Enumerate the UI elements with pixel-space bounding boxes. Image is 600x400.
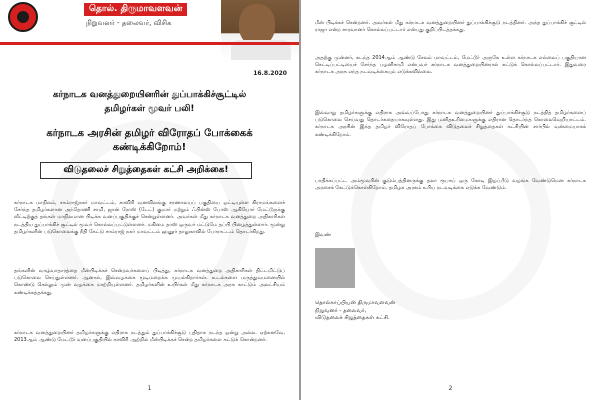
page-2: [301, 0, 600, 400]
paragraph-3: இவ்வாறு தமிழர்களுக்கு எதிராக அவ்வப்போது கர்நாடக வனத்துறையினர் துப்பாக்கிச்சூடு நடத்தித் தமிழர்களைப் படுகொலை செய்வது தொடர்கதையாகவுள்ளது. இது மனிதஉரிமைகளுக்கு எதிரான தொடர்ந்த கொலைவெறியாட்டம். கர்நாடக அரசின் இந்த தமிழர் விரோதப் போக்கை விடுதலைச் சிறுத்தைகள் கட்சியின் சார்பில் வன்மையாகக் கண்டிக்கிறோம்.: [315, 110, 586, 138]
paragraph-1: கர்நாடக மாநிலம், சாம்ராஜ்நகர் மாவட்டம், காவிரி வனவிலங்கு சரணாலயப் பகுதியை ஒட்டியுள்ள கிராமங்களைச் சேர்ந்த தமிழர்களான அந்தோணி சாமி, ஜான் ரோஸ் (டேட்) குமார் மற்றும் ஃபின்ஸ் போஸ் ஆகியோர் மேட்டூருக்கு வீட்டிற்குத் தங்கள் மாநிலமான பிடிக்க வனப்பகுதிக்குச் சென்றுள்ளனர். அவர்கள் மீது கர்நாடக வனத்துறை அதிகாரிகள் நடத்திய துப்பாக்கிச் சூட்டில் மூவர் கொல்லப்பட்டுள்ளனர். மகிமை தாஸ் ஒருவர் மட்டுமே தப்பி பிழைத்துள்ளார். மூன்று தமிழர்களின் படுகொலைக்கு நீதி கேட்டு சாம்ராஜ் நகர் மாவட்டம் ஹனூர் தாலுகாவில் போராட்டம் தொடர்கிறது.: [14, 200, 285, 235]
page-number: 2: [448, 385, 453, 392]
signatory-role-2: விடுதலைச் சிறுத்தைகள் கட்சி.: [315, 315, 390, 321]
paragraph-3: கர்நாடக வனத்துறையினர் தமிழர்களுக்கு எதிராக நடத்தும் துப்பாக்கிச்சூடு புதிதாக நடந்த ஒன்று அல்ல. ஏற்கனவே, 2013ஆம் ஆண்டு மேட்டூர் வனப்பகுதியில் காவிரி ஆற்றில் மீன்பிடிக்கச் சென்ற தமிழர்களை சுட்டுக் கொன்றனர்.: [14, 330, 285, 344]
paragraph-1: மீன் பிடிக்கச் சென்றனர். அவர்கள் மீது கர்நாடக வனத்துறையினர் துப்பாக்கிச்சூடு நடத்தினர். அந்த துப்பாக்கிச் சூட்டில் ராஜா என்ற சாரவானர் கொல்லப்பட்டார் என்பது குறிப்பிடத்தக்கது.: [315, 20, 586, 34]
party-logo-icon: [8, 2, 38, 32]
signature-image: [315, 248, 355, 288]
watermark: [351, 120, 551, 320]
headline-line-1: கர்நாடக வனத்துறையினரின் துப்பாக்கிச்சூட்டில்: [52, 90, 247, 100]
statement-label-box: விடுதலைச் சிறுத்தைகள் கட்சி அறிக்கை!: [40, 162, 252, 179]
page-1: [0, 0, 299, 400]
release-date: 16.8.2020: [253, 70, 287, 77]
signature-block: [315, 300, 395, 323]
sign-intro: இவண்: [315, 232, 332, 238]
letterhead-name: தொல். திருமாவளவன்: [84, 3, 187, 16]
paragraph-2: தங்களின் வாழ்வாதாரத்தை மீன்பிடிக்கச் சென்றவர்களைப் பிடித்து, கர்நாடக வனத்துறை அதிகாரிகள் திட்டமிட்டுப் படுகொலை செய்துள்ளனர். ஆனால், இவ்வழக்கை மூடிமறைக்க முயல்கிறார்கள். உடல்களை மருத்துவமனையில் கொண்டு செல்லும் முன் வழக்கை மாற்றியுள்ளனர். தமிழர்களின் உயிர்கள் மீது கர்நாடக அரசு காட்டும் அலட்சியம் கண்டிக்கத்தக்கது.: [14, 268, 285, 296]
headline-line-4: கண்டிக்கிறோம்!: [112, 142, 187, 153]
headline-line-3: கர்நாடக அரசின் தமிழர் விரோதப் போக்கைக்: [46, 128, 253, 139]
paragraph-4: பாதிக்கப்பட்ட அம்மூவரின் குடும்பத்தினருக்கு தலா ரூபாய் ஒரு கோடி இழப்பீடு வழங்க வேண்டுமென கர்நாடக அரசைக் கேட்டுக்கொள்கிறோம். தமிழக அரசும் உரிய நடவடிக்கை எடுக்க வேண்டும்.: [315, 178, 586, 192]
signatory-name: தொல்காப்பியன் திருமாவளவன்: [315, 300, 396, 306]
leader-photo: [221, 0, 299, 60]
header-divider: [0, 42, 299, 45]
headline-line-2: தமிழர்கள் மூவர் பலி!: [104, 104, 195, 114]
signatory-role-1: நிறுவனர் - தலைவர்,: [315, 307, 367, 314]
letterhead-title: நிறுவனர் - தலைவர், விசிக: [86, 19, 172, 27]
paragraph-2: அதற்கு முன்னர், கடந்த 2014ஆம் ஆண்டு சேலம் மாவட்டம், மேட்டூர் அருகே உள்ள கர்நாடக எல்லைப் பகுதியான செட்டிப்பட்டியைச் சேர்ந்த பழனிசாமி என்பவர் கர்நாடக வனத்துறையினரால் சுட்டுக் கொல்லப்பட்டார். இதுவரை கர்நாடக அரசு எந்த நடவடிக்கையும் எடுக்கவில்லை.: [315, 55, 586, 76]
page-number: 1: [147, 385, 152, 392]
